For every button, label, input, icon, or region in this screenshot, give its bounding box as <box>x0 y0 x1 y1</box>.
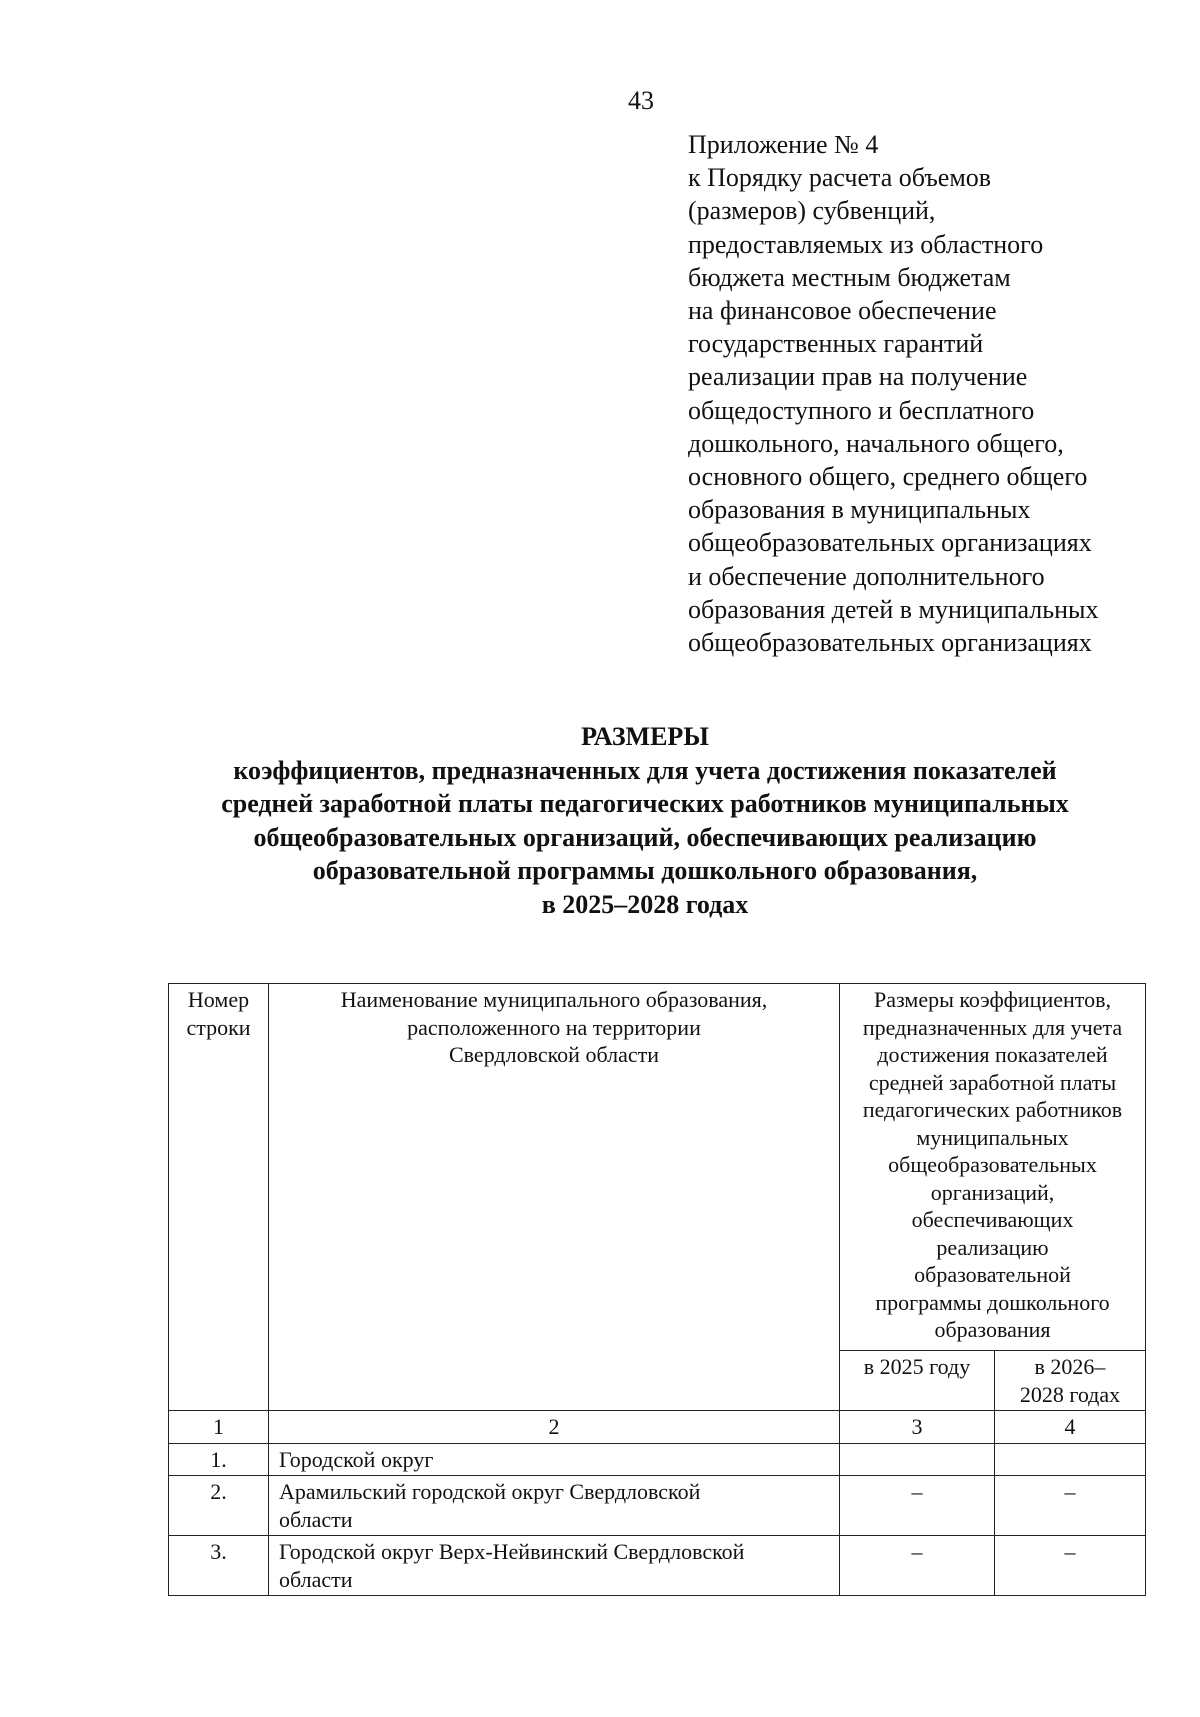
appendix-reference <box>688 128 1158 659</box>
value-2025: – <box>840 1476 995 1536</box>
page-number: 43 <box>628 86 654 115</box>
column-number: 2 <box>269 1411 840 1444</box>
row-number: 3. <box>169 1536 269 1596</box>
appendix-line: реализации прав на получение <box>688 362 1028 392</box>
appendix-line: общеобразовательных организациях <box>688 528 1092 558</box>
appendix-line: общедоступного и бесплатного <box>688 395 1035 425</box>
appendix-line: к Порядку расчета объемов <box>688 163 992 193</box>
header-coefficient-sizes: Размеры коэффициентов, предназначенных для учета достижения показателей средней заработной платы педагогических работников муниципальных общеобразовательных организаций, обеспечивающих реализацию образовательной программы дошкольного образования <box>840 984 1146 1351</box>
title-line: коэффициентов, предназначенных для учета достижения показателей <box>233 755 1057 785</box>
appendix-line: государственных гарантий <box>688 329 984 359</box>
value-2025: – <box>840 1536 995 1596</box>
coefficients-table <box>168 983 1146 1596</box>
header-municipality-name: Наименование муниципального образования, расположенного на территории Свердловской области <box>269 984 840 1411</box>
appendix-line: (размеров) субвенций, <box>688 196 936 226</box>
document-title <box>120 720 1170 921</box>
appendix-line: основного общего, среднего общего <box>688 462 1088 492</box>
appendix-line: и обеспечение дополнительного <box>688 561 1045 591</box>
row-number: 1. <box>169 1443 269 1476</box>
municipality-name: Городской округ Верх-Нейвинский Свердловской области <box>269 1536 840 1596</box>
appendix-line: предоставляемых из областного <box>688 229 1044 259</box>
municipality-name: Городской округ <box>269 1443 840 1476</box>
column-number: 3 <box>840 1411 995 1444</box>
title-line: средней заработной платы педагогических работников муниципальных <box>221 789 1069 818</box>
title-heading: РАЗМЕРЫ <box>581 722 709 751</box>
appendix-line: общеобразовательных организациях <box>688 628 1092 658</box>
appendix-line: образования в муниципальных <box>688 495 1031 525</box>
appendix-line: образования детей в муниципальных <box>688 594 1099 624</box>
row-number: 2. <box>169 1476 269 1536</box>
title-line: общеобразовательных организаций, обеспечивающих реализацию <box>253 822 1037 852</box>
header-year-2025: в 2025 году <box>840 1351 995 1411</box>
header-year-2026-2028: в 2026– 2028 годах <box>995 1351 1146 1411</box>
appendix-line: на финансовое обеспечение <box>688 296 997 326</box>
table-row <box>169 1476 1146 1536</box>
title-line: образовательной программы дошкольного образования, <box>312 856 978 885</box>
title-line: в 2025–2028 годах <box>541 889 749 919</box>
municipality-name: Арамильский городской округ Свердловской области <box>269 1476 840 1536</box>
column-number: 4 <box>995 1411 1146 1444</box>
value-2025 <box>840 1443 995 1476</box>
column-numbers-row <box>169 1411 1146 1444</box>
value-2026-2028: – <box>995 1476 1146 1536</box>
column-number: 1 <box>169 1411 269 1444</box>
header-row-number: Номер строки <box>169 984 269 1411</box>
value-2026-2028 <box>995 1443 1146 1476</box>
table-header-row <box>169 984 1146 1351</box>
appendix-line: Приложение № 4 <box>688 130 879 159</box>
table-row <box>169 1536 1146 1596</box>
table-row <box>169 1443 1146 1476</box>
value-2026-2028: – <box>995 1536 1146 1596</box>
appendix-line: дошкольного, начального общего, <box>688 428 1064 458</box>
appendix-line: бюджета местным бюджетам <box>688 262 1011 292</box>
